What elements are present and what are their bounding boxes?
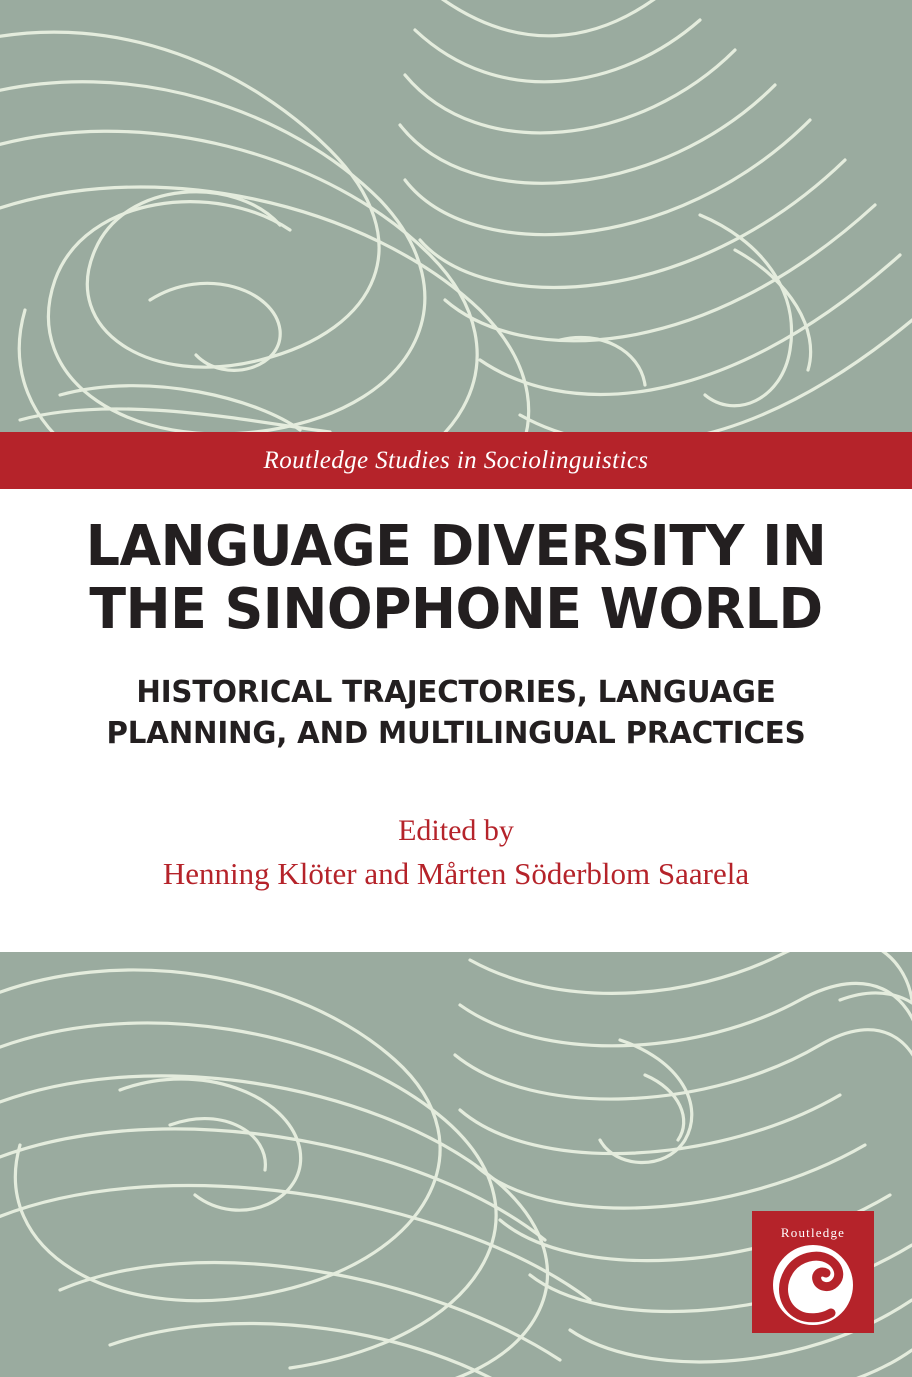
routledge-logo [752, 1211, 874, 1333]
series-band [0, 432, 912, 489]
title-panel [0, 489, 912, 952]
subtitle: HISTORICAL TRAJECTORIES, LANGUAGE PLANNING, AND MULTILINGUAL PRACTICES [106, 674, 806, 751]
series-title: Routledge Studies in Sociolinguistics [263, 446, 649, 474]
svg-text:Routledge: Routledge [780, 1225, 846, 1240]
editors-names: Henning Klöter and Mårten Söderblom Saarela [162, 856, 750, 892]
page-title: LANGUAGE DIVERSITY IN THE SINOPHONE WORLD [85, 514, 827, 643]
edited-by-label: Edited by [398, 813, 514, 847]
